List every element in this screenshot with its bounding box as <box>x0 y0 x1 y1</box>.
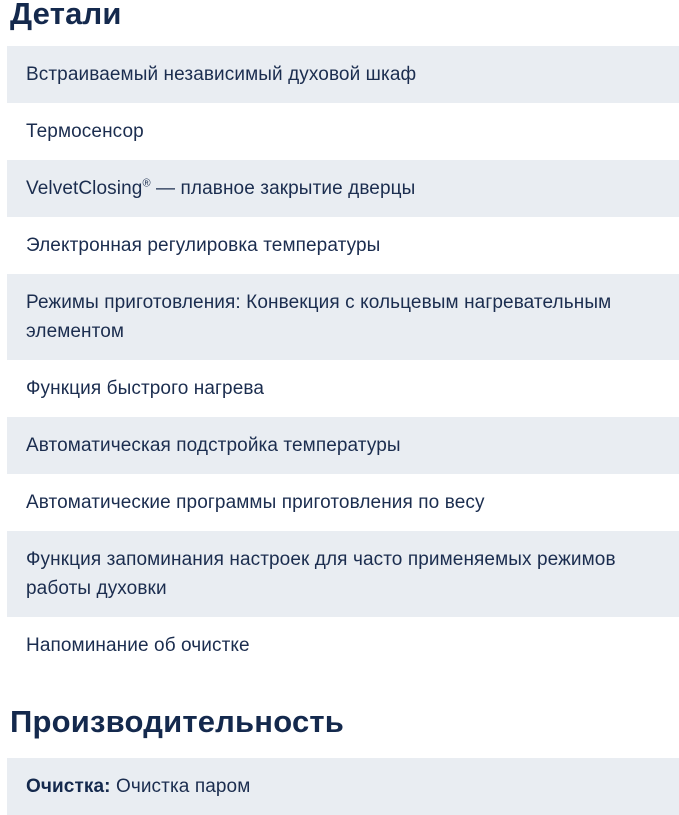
spec-row-text: Напоминание об очистке <box>26 635 250 656</box>
spec-row-text: Автоматические программы приготовления по весу <box>26 492 485 513</box>
spec-row <box>7 217 679 274</box>
spec-row-text: Термосенсор <box>26 121 144 142</box>
spec-row-text: Функция запоминания настроек для часто применяемых режимов работы духовки <box>26 549 616 599</box>
spec-row <box>7 103 679 160</box>
section-title-details: Детали <box>10 0 122 31</box>
section-performance <box>0 703 679 815</box>
spec-list-performance <box>7 758 679 815</box>
spec-row <box>7 274 679 360</box>
spec-row-text: VelvetClosing® — плавное закрытие дверцы <box>26 177 416 199</box>
spec-row <box>7 160 679 217</box>
section-title-performance: Производительность <box>10 704 345 739</box>
spec-row <box>7 46 679 103</box>
spec-row <box>7 417 679 474</box>
spec-row <box>7 531 679 617</box>
spec-list-details <box>7 46 679 674</box>
spec-row-text: Очистка паром <box>115 776 251 797</box>
spec-row <box>7 617 679 674</box>
spec-row-text: Режимы приготовления: Конвекция с кольцевым нагревательным элементом <box>26 292 612 342</box>
spec-row-text: Встраиваемый независимый духовой шкаф <box>26 64 417 85</box>
spec-row <box>7 758 679 815</box>
spec-row-text: Функция быстрого нагрева <box>26 378 265 399</box>
spec-row <box>7 360 679 417</box>
spec-row-label: Очистка: <box>26 776 111 797</box>
spec-row-text: Электронная регулировка температуры <box>26 235 381 256</box>
spec-row-text: Автоматическая подстройка температуры <box>26 435 401 456</box>
spec-row <box>7 474 679 531</box>
